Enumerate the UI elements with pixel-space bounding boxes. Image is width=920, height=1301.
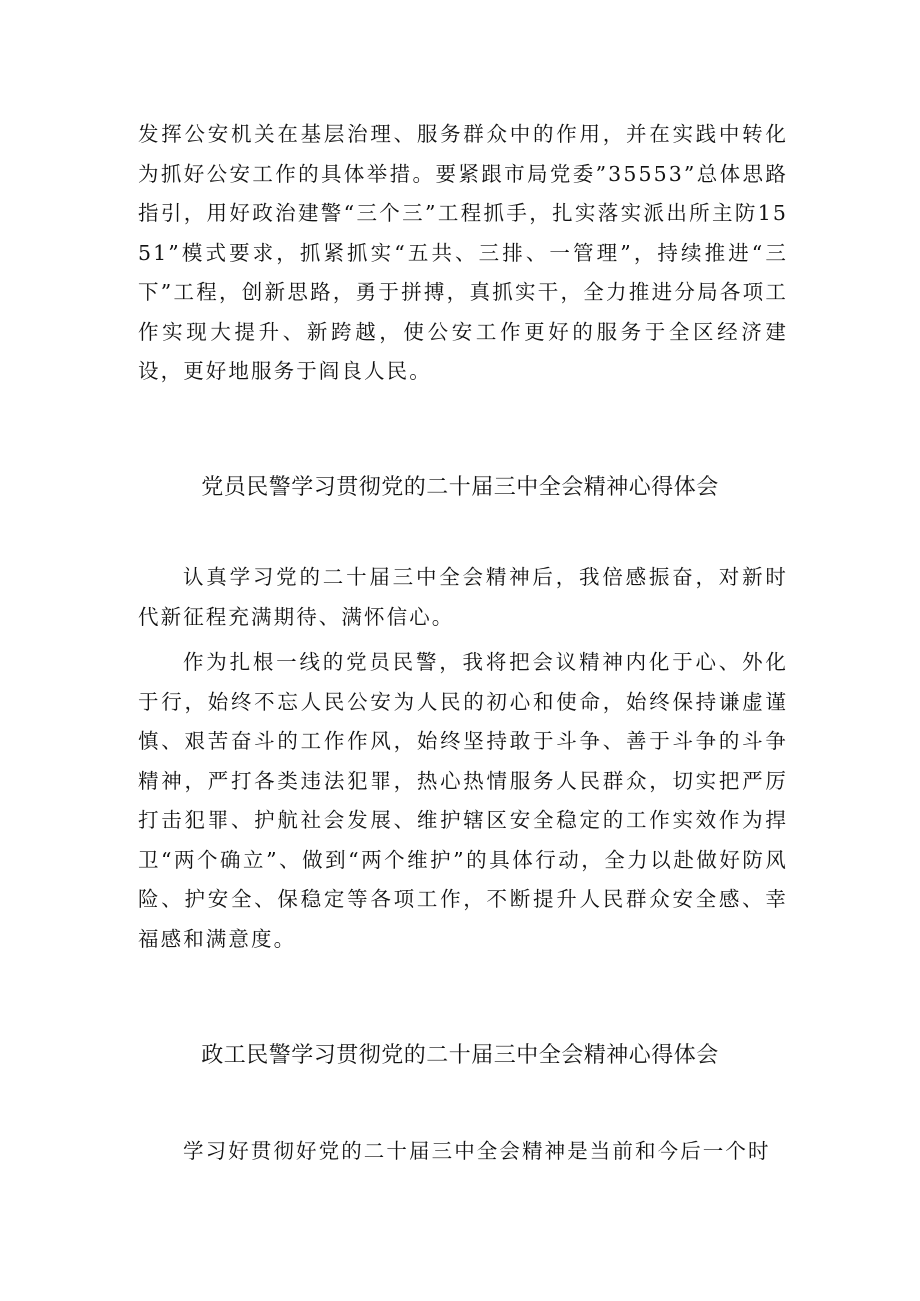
section-heading-2: 政工民警学习贯彻党的二十届三中全会精神心得体会	[201, 1043, 719, 1068]
body-paragraph-4: 学习好贯彻好党的二十届三中全会精神是当前和今后一个时	[183, 1139, 771, 1163]
section-heading-1: 党员民警学习贯彻党的二十届三中全会精神心得体会	[201, 475, 719, 500]
body-paragraph-2: 认真学习党的二十届三中全会精神后，我倍感振奋，对新时代新征程充满期待、满怀信心。	[138, 565, 788, 629]
body-paragraph-1: 发挥公安机关在基层治理、服务群众中的作用，并在实践中转化为抓好公安工作的具体举措。要紧跟市局党委”35553”总体思路指引，用好政治建警“三个三”工程抓手，扎实落实派出所主防1551”模式要求，抓紧抓实“五共、三排、一管理”，持续推进“三下”工程，创新思路，勇于拼搏，真抓实干，全力推进分局各项工作实现大提升、新跨越，使公安工作更好的服务于全区经济建设，更好地服务于阎良人民。	[138, 122, 788, 383]
body-paragraph-3: 作为扎根一线的党员民警，我将把会议精神内化于心、外化于行，始终不忘人民公安为人民的初心和使命，始终保持谦虚谨慎、艰苦奋斗的工作作风，始终坚持敢于斗争、善于斗争的斗争精神，严打各类违法犯罪，热心热情服务人民群众，切实把严厉打击犯罪、护航社会发展、维护辖区安全稳定的工作实效作为捍卫“两个确立”、做到“两个维护”的具体行动，全力以赴做好防风险、护安全、保稳定等各项工作，不断提升人民群众安全感、幸福感和满意度。	[138, 650, 788, 951]
